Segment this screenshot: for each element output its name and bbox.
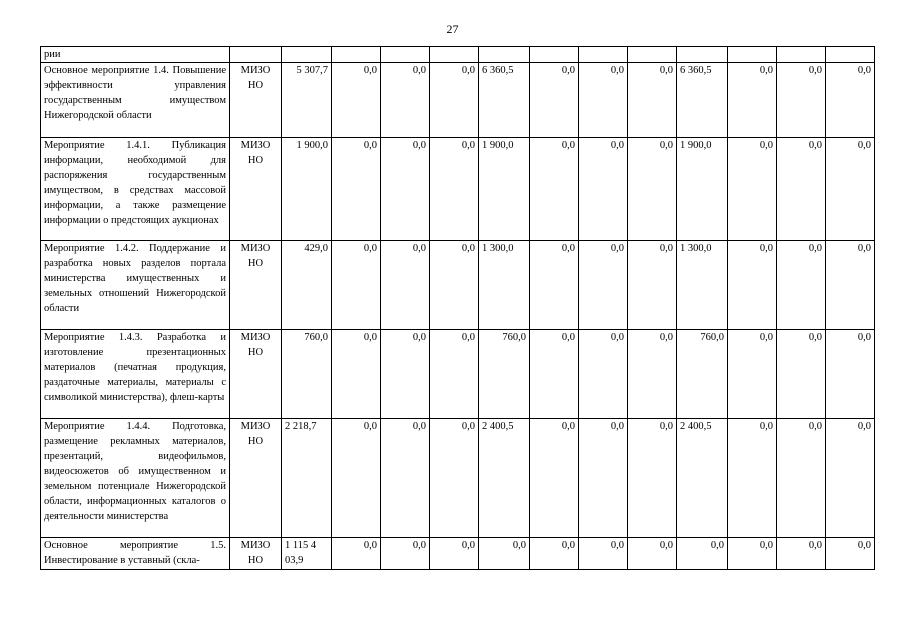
value-cell	[826, 47, 875, 63]
value-cell: 1 900,0	[479, 138, 530, 241]
value-cell	[677, 47, 728, 63]
value-cell: 2 400,5	[479, 419, 530, 538]
value-cell: 0,0	[381, 241, 430, 330]
table-row	[41, 419, 875, 538]
row-organization: МИЗО НО	[230, 538, 282, 570]
value-cell: 6 360,5	[677, 63, 728, 138]
value-cell: 0,0	[381, 138, 430, 241]
page-number: 27	[446, 22, 459, 36]
value-cell: 1 900,0	[677, 138, 728, 241]
value-cell: 0,0	[826, 63, 875, 138]
value-cell: 0,0	[579, 63, 628, 138]
value-cell: 0,0	[530, 538, 579, 570]
value-cell: 0,0	[332, 538, 381, 570]
value-cell: 0,0	[430, 419, 479, 538]
value-cell: 0,0	[628, 538, 677, 570]
row-organization: МИЗО НО	[230, 419, 282, 538]
value-cell: 0,0	[530, 241, 579, 330]
value-cell: 0,0	[728, 138, 777, 241]
table-row	[41, 47, 875, 63]
value-cell: 0,0	[628, 63, 677, 138]
value-cell: 0,0	[728, 63, 777, 138]
value-cell	[430, 47, 479, 63]
table-row	[41, 330, 875, 419]
value-cell: 2 218,7	[282, 419, 332, 538]
row-description: Основное мероприятие 1.4. Повышение эффективности управления государственным имуществом Нижегородской области	[41, 63, 230, 138]
value-cell: 0,0	[777, 419, 826, 538]
value-cell: 0,0	[628, 419, 677, 538]
value-cell	[381, 47, 430, 63]
value-cell: 0,0	[728, 330, 777, 419]
value-cell: 0,0	[381, 63, 430, 138]
value-cell: 0,0	[777, 241, 826, 330]
value-cell: 0,0	[826, 330, 875, 419]
value-cell: 760,0	[282, 330, 332, 419]
value-cell: 1 300,0	[677, 241, 728, 330]
value-cell	[728, 47, 777, 63]
row-description: Мероприятие 1.4.4. Подготовка, размещение рекламных материалов, презентаций, видеофильмов, видеосюжетов об имущественном и земельном потенциале Нижегородской области, информационных каталогов о деятельности министерства	[41, 419, 230, 538]
value-cell: 0,0	[826, 419, 875, 538]
value-cell: 0,0	[430, 330, 479, 419]
value-cell: 0,0	[381, 419, 430, 538]
value-cell: 0,0	[579, 330, 628, 419]
value-cell: 0,0	[628, 138, 677, 241]
row-organization: МИЗО НО	[230, 138, 282, 241]
value-cell: 0,0	[728, 241, 777, 330]
value-cell: 760,0	[677, 330, 728, 419]
table-row	[41, 538, 875, 570]
table-body	[41, 47, 875, 570]
value-cell: 0,0	[579, 419, 628, 538]
value-cell: 0,0	[826, 241, 875, 330]
value-cell: 2 400,5	[677, 419, 728, 538]
row-description: рии	[41, 47, 230, 63]
value-cell: 0,0	[530, 419, 579, 538]
value-cell: 0,0	[381, 330, 430, 419]
value-cell: 0,0	[530, 138, 579, 241]
row-organization: МИЗО НО	[230, 63, 282, 138]
value-cell: 0,0	[430, 538, 479, 570]
value-cell: 0,0	[579, 241, 628, 330]
value-cell: 5 307,7	[282, 63, 332, 138]
value-cell	[777, 47, 826, 63]
value-cell: 760,0	[479, 330, 530, 419]
value-cell: 0,0	[728, 538, 777, 570]
row-description: Мероприятие 1.4.2. Поддержание и разработка новых разделов портала министерства имущественных и земельных отношений Нижегородской области	[41, 241, 230, 330]
value-cell: 0,0	[479, 538, 530, 570]
budget-table	[40, 46, 875, 570]
value-cell: 0,0	[430, 241, 479, 330]
value-cell: 429,0	[282, 241, 332, 330]
value-cell: 0,0	[530, 330, 579, 419]
table-row	[41, 138, 875, 241]
value-cell: 0,0	[579, 138, 628, 241]
value-cell: 0,0	[777, 538, 826, 570]
value-cell: 1 300,0	[479, 241, 530, 330]
value-cell: 0,0	[332, 138, 381, 241]
table-row	[41, 241, 875, 330]
value-cell: 0,0	[826, 538, 875, 570]
table-row	[41, 63, 875, 138]
value-cell: 0,0	[430, 63, 479, 138]
value-cell: 0,0	[628, 241, 677, 330]
value-cell	[332, 47, 381, 63]
value-cell: 1 115 4 03,9	[282, 538, 332, 570]
row-description: Основное мероприятие 1.5. Инвестирование в уставный (скла-	[41, 538, 230, 570]
row-organization	[230, 47, 282, 63]
value-cell	[579, 47, 628, 63]
value-cell	[628, 47, 677, 63]
value-cell: 1 900,0	[282, 138, 332, 241]
value-cell: 0,0	[628, 330, 677, 419]
value-cell: 0,0	[777, 63, 826, 138]
row-description: Мероприятие 1.4.3. Разработка и изготовление презентационных материалов (печатная продукция, раздаточные материалы, материалы с символикой министерства), флеш-карты	[41, 330, 230, 419]
value-cell	[282, 47, 332, 63]
row-organization: МИЗО НО	[230, 330, 282, 419]
value-cell: 0,0	[332, 330, 381, 419]
value-cell: 0,0	[332, 419, 381, 538]
row-organization: МИЗО НО	[230, 241, 282, 330]
value-cell: 0,0	[381, 538, 430, 570]
value-cell: 0,0	[677, 538, 728, 570]
value-cell: 0,0	[777, 330, 826, 419]
value-cell: 0,0	[777, 138, 826, 241]
value-cell: 0,0	[332, 241, 381, 330]
value-cell: 0,0	[332, 63, 381, 138]
value-cell: 6 360,5	[479, 63, 530, 138]
value-cell: 0,0	[430, 138, 479, 241]
value-cell: 0,0	[728, 419, 777, 538]
row-description: Мероприятие 1.4.1. Публикация информации, необходимой для распоряжения государственным имуществом, в средствах массовой информации, а также размещение информации о предстоящих аукционах	[41, 138, 230, 241]
value-cell	[530, 47, 579, 63]
value-cell: 0,0	[530, 63, 579, 138]
value-cell	[479, 47, 530, 63]
value-cell: 0,0	[579, 538, 628, 570]
value-cell: 0,0	[826, 138, 875, 241]
